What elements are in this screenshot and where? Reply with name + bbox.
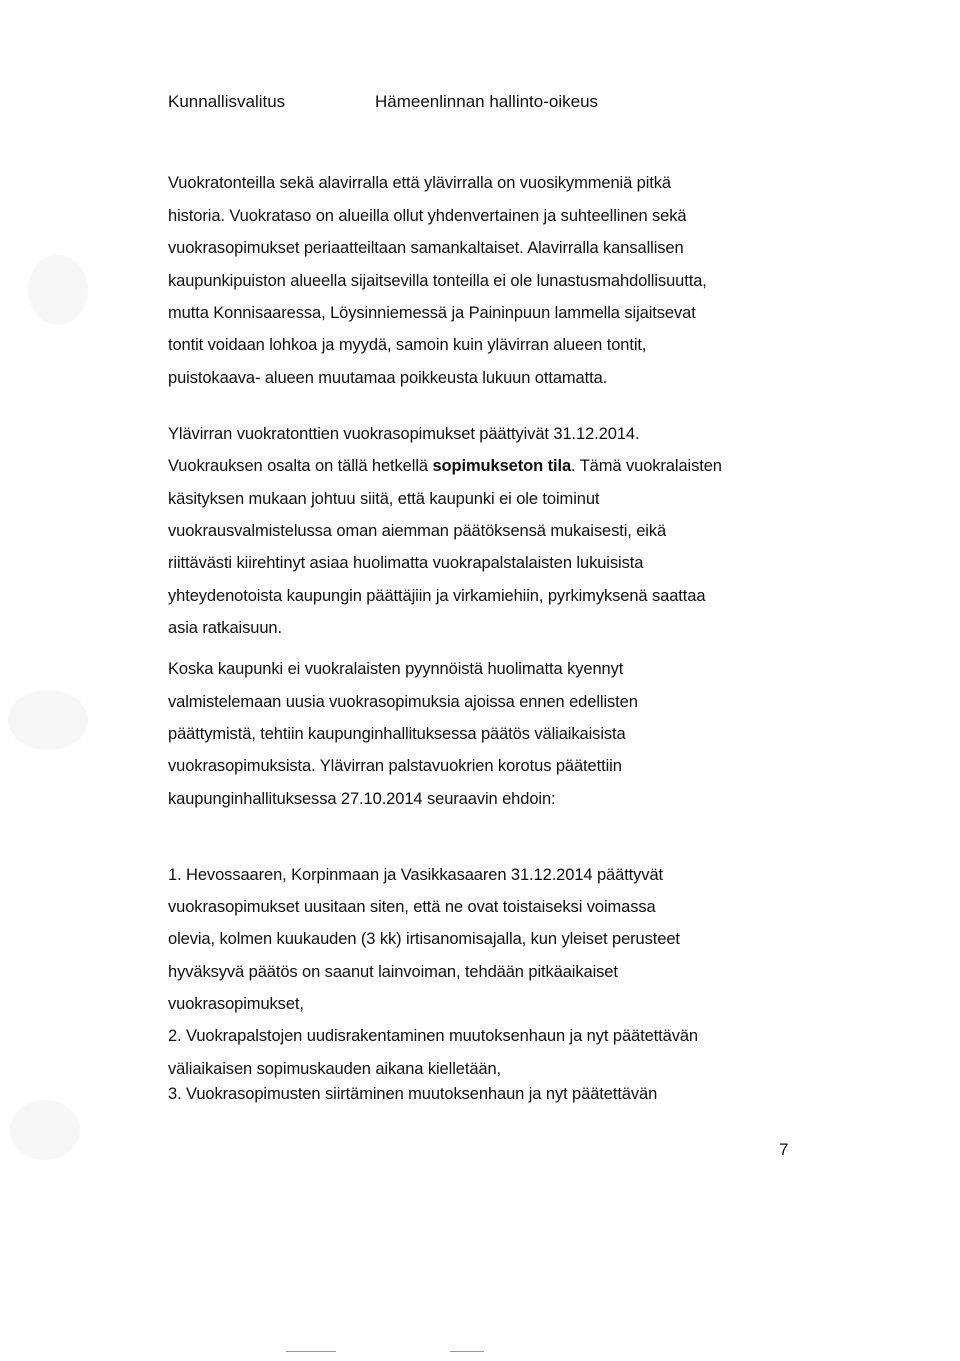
paragraph-2-text: Vuokrauksen osalta on tällä hetkellä (168, 457, 433, 475)
paragraph-1-line: vuokrasopimukset periaatteiltaan samankaltaiset. Alavirralla kansallisen (168, 239, 684, 257)
paragraph-2-line: käsityksen mukaan johtuu siitä, että kaupunki ei ole toiminut (168, 490, 600, 508)
paragraph-2-line (168, 457, 722, 476)
paragraph-1-line: tontit voidaan lohkoa ja myydä, samoin kuin ylävirran alueen tontit, (168, 336, 647, 354)
paragraph-3-line: valmistelemaan uusia vuokrasopimuksia ajoissa ennen edellisten (168, 693, 638, 711)
paragraph-3-line: Koska kaupunki ei vuokralaisten pyynnöistä huolimatta kyennyt (168, 660, 624, 678)
document-header (168, 92, 599, 112)
list-item-line: 1. Hevossaaren, Korpinmaan ja Vasikkasaaren 31.12.2014 päättyvät (168, 866, 664, 884)
paragraph-2-line: vuokrausvalmistelussa oman aiemman päätöksensä mukaisesti, eikä (168, 522, 667, 540)
scan-mark (286, 1351, 336, 1352)
list-item-line: vuokrasopimukset, (168, 995, 304, 1013)
paragraph-1-line: kaupunkipuiston alueella sijaitsevilla tonteilla ei ole lunastusmahdollisuutta, (168, 272, 707, 290)
scan-speckle (8, 690, 88, 750)
paragraph-2-text: . Tämä vuokralaisten (571, 457, 722, 475)
paragraph-2-line: riittävästi kiirehtinyt asiaa huolimatta vuokrapalstalaisten lukuisista (168, 554, 644, 572)
list-item-line: 3. Vuokrasopimusten siirtäminen muutoksenhaun ja nyt päätettävän (168, 1085, 658, 1103)
list-item-line: vuokrasopimukset uusitaan siten, että ne ovat toistaiseksi voimassa (168, 898, 656, 916)
paragraph-1-line: Vuokratonteilla sekä alavirralla että ylävirralla on vuosikymmeniä pitkä (168, 174, 672, 192)
scan-speckle (10, 1100, 80, 1160)
header-appeal-type: Kunnallisvalitus (168, 92, 286, 111)
list-item-line: hyväksyvä päätös on saanut lainvoiman, tehdään pitkäaikaiset (168, 963, 618, 981)
paragraph-3-line: päättymistä, tehtiin kaupunginhallituksessa päätös väliaikaisista (168, 725, 626, 743)
paragraph-3-line: vuokrasopimuksista. Ylävirran palstavuokrien korotus päätettiin (168, 757, 622, 775)
paragraph-2-line: asia ratkaisuun. (168, 619, 282, 637)
paragraph-1-line: mutta Konnisaaressa, Löysinniemessä ja Paininpuun lammella sijaitsevat (168, 304, 696, 322)
paragraph-3-line: kaupunginhallituksessa 27.10.2014 seuraavin ehdoin: (168, 790, 556, 808)
header-court-name: Hämeenlinnan hallinto-oikeus (375, 92, 599, 111)
paragraph-1-line: historia. Vuokrataso on alueilla ollut yhdenvertainen ja suhteellinen sekä (168, 207, 687, 225)
page-number: 7 (779, 1140, 789, 1159)
list-item-line: väliaikaisen sopimuskauden aikana kielletään, (168, 1060, 502, 1078)
list-item-line: olevia, kolmen kuukauden (3 kk) irtisanomisajalla, kun yleiset perusteet (168, 930, 680, 948)
scan-mark (450, 1351, 484, 1352)
paragraph-2-line: yhteydenotoista kaupungin päättäjiin ja virkamiehiin, pyrkimyksenä saattaa (168, 587, 706, 605)
paragraph-2-line: Ylävirran vuokratonttien vuokrasopimukset päättyivät 31.12.2014. (168, 425, 640, 443)
list-item-line: 2. Vuokrapalstojen uudisrakentaminen muutoksenhaun ja nyt päätettävän (168, 1027, 699, 1045)
scan-speckle (28, 255, 88, 325)
paragraph-2-emphasis: sopimukseton tila (432, 457, 572, 475)
paragraph-1-line: puistokaava- alueen muutamaa poikkeusta lukuun ottamatta. (168, 369, 608, 387)
